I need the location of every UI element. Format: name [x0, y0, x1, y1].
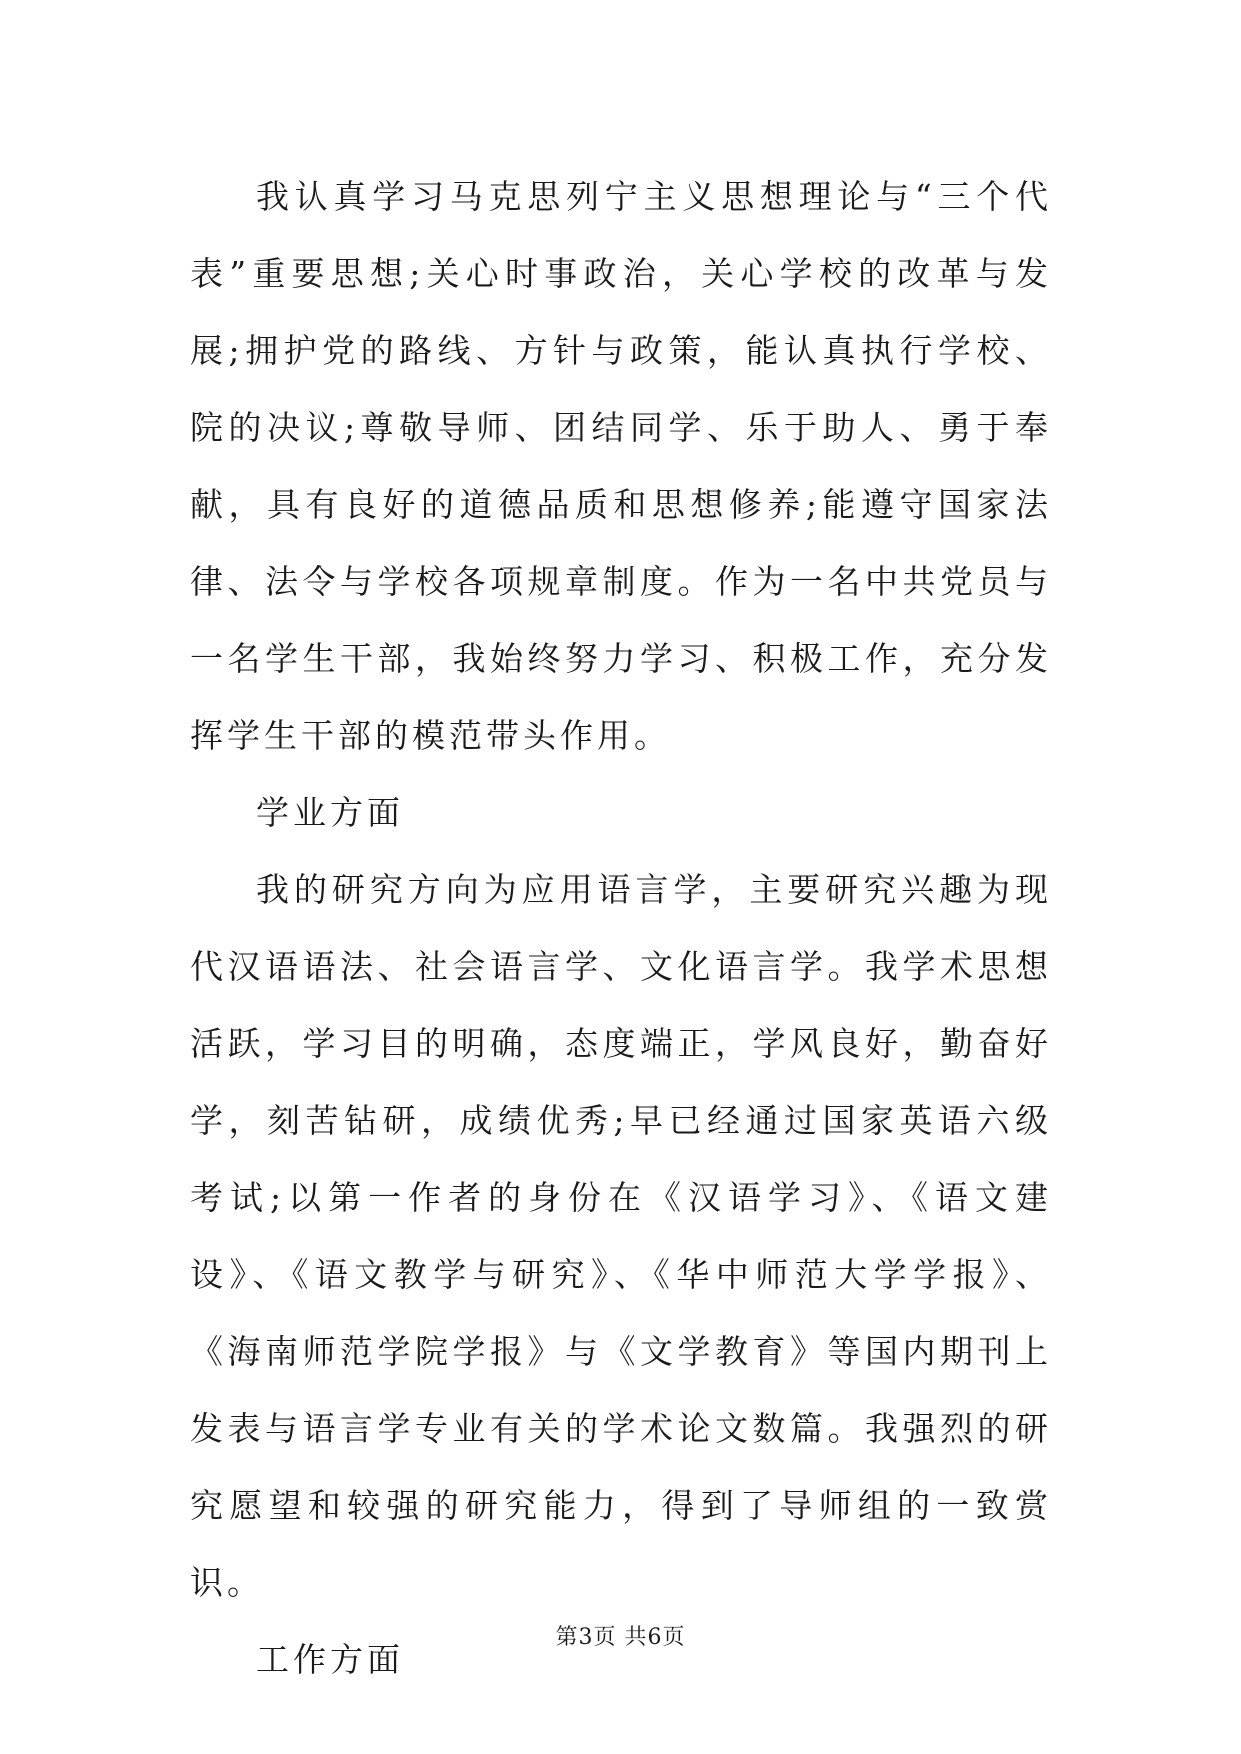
page-number-footer: 第3页 共6页 — [555, 1625, 686, 1650]
paragraph-political: 我认真学习马克思列宁主义思想理论与“三个代表”重要思想;关心时事政治，关心学校的改革与发展;拥护党的路线、方针与政策，能认真执行学校、院的决议;尊敬导师、团结同学、乐于助人、勇于奉献，具有良好的道德品质和思想修养;能遵守国家法律、法令与学校各项规章制度。作为一名中共党员与一名学生干部，我始终努力学习、积极工作，充分发挥学生干部的模范带头作用。 — [190, 177, 1052, 755]
section-heading-academic: 学业方面 — [256, 793, 404, 832]
document-body — [190, 158, 1052, 1698]
paragraph-academic: 我的研究方向为应用语言学，主要研究兴趣为现代汉语语法、社会语言学、文化语言学。我学术思想活跃，学习目的明确，态度端正，学风良好，勤奋好学，刻苦钻研，成绩优秀;早已经通过国家英语六级考试;以第一作者的身份在《汉语学习》、《语文建设》、《语文教学与研究》、《华中师范大学学报》、《海南师范学院学报》与《文学教育》等国内期刊上发表与语言学专业有关的学术论文数篇。我强烈的研究愿望和较强的研究能力，得到了导师组的一致赏识。 — [190, 870, 1052, 1602]
section-heading-work: 工作方面 — [256, 1640, 404, 1679]
